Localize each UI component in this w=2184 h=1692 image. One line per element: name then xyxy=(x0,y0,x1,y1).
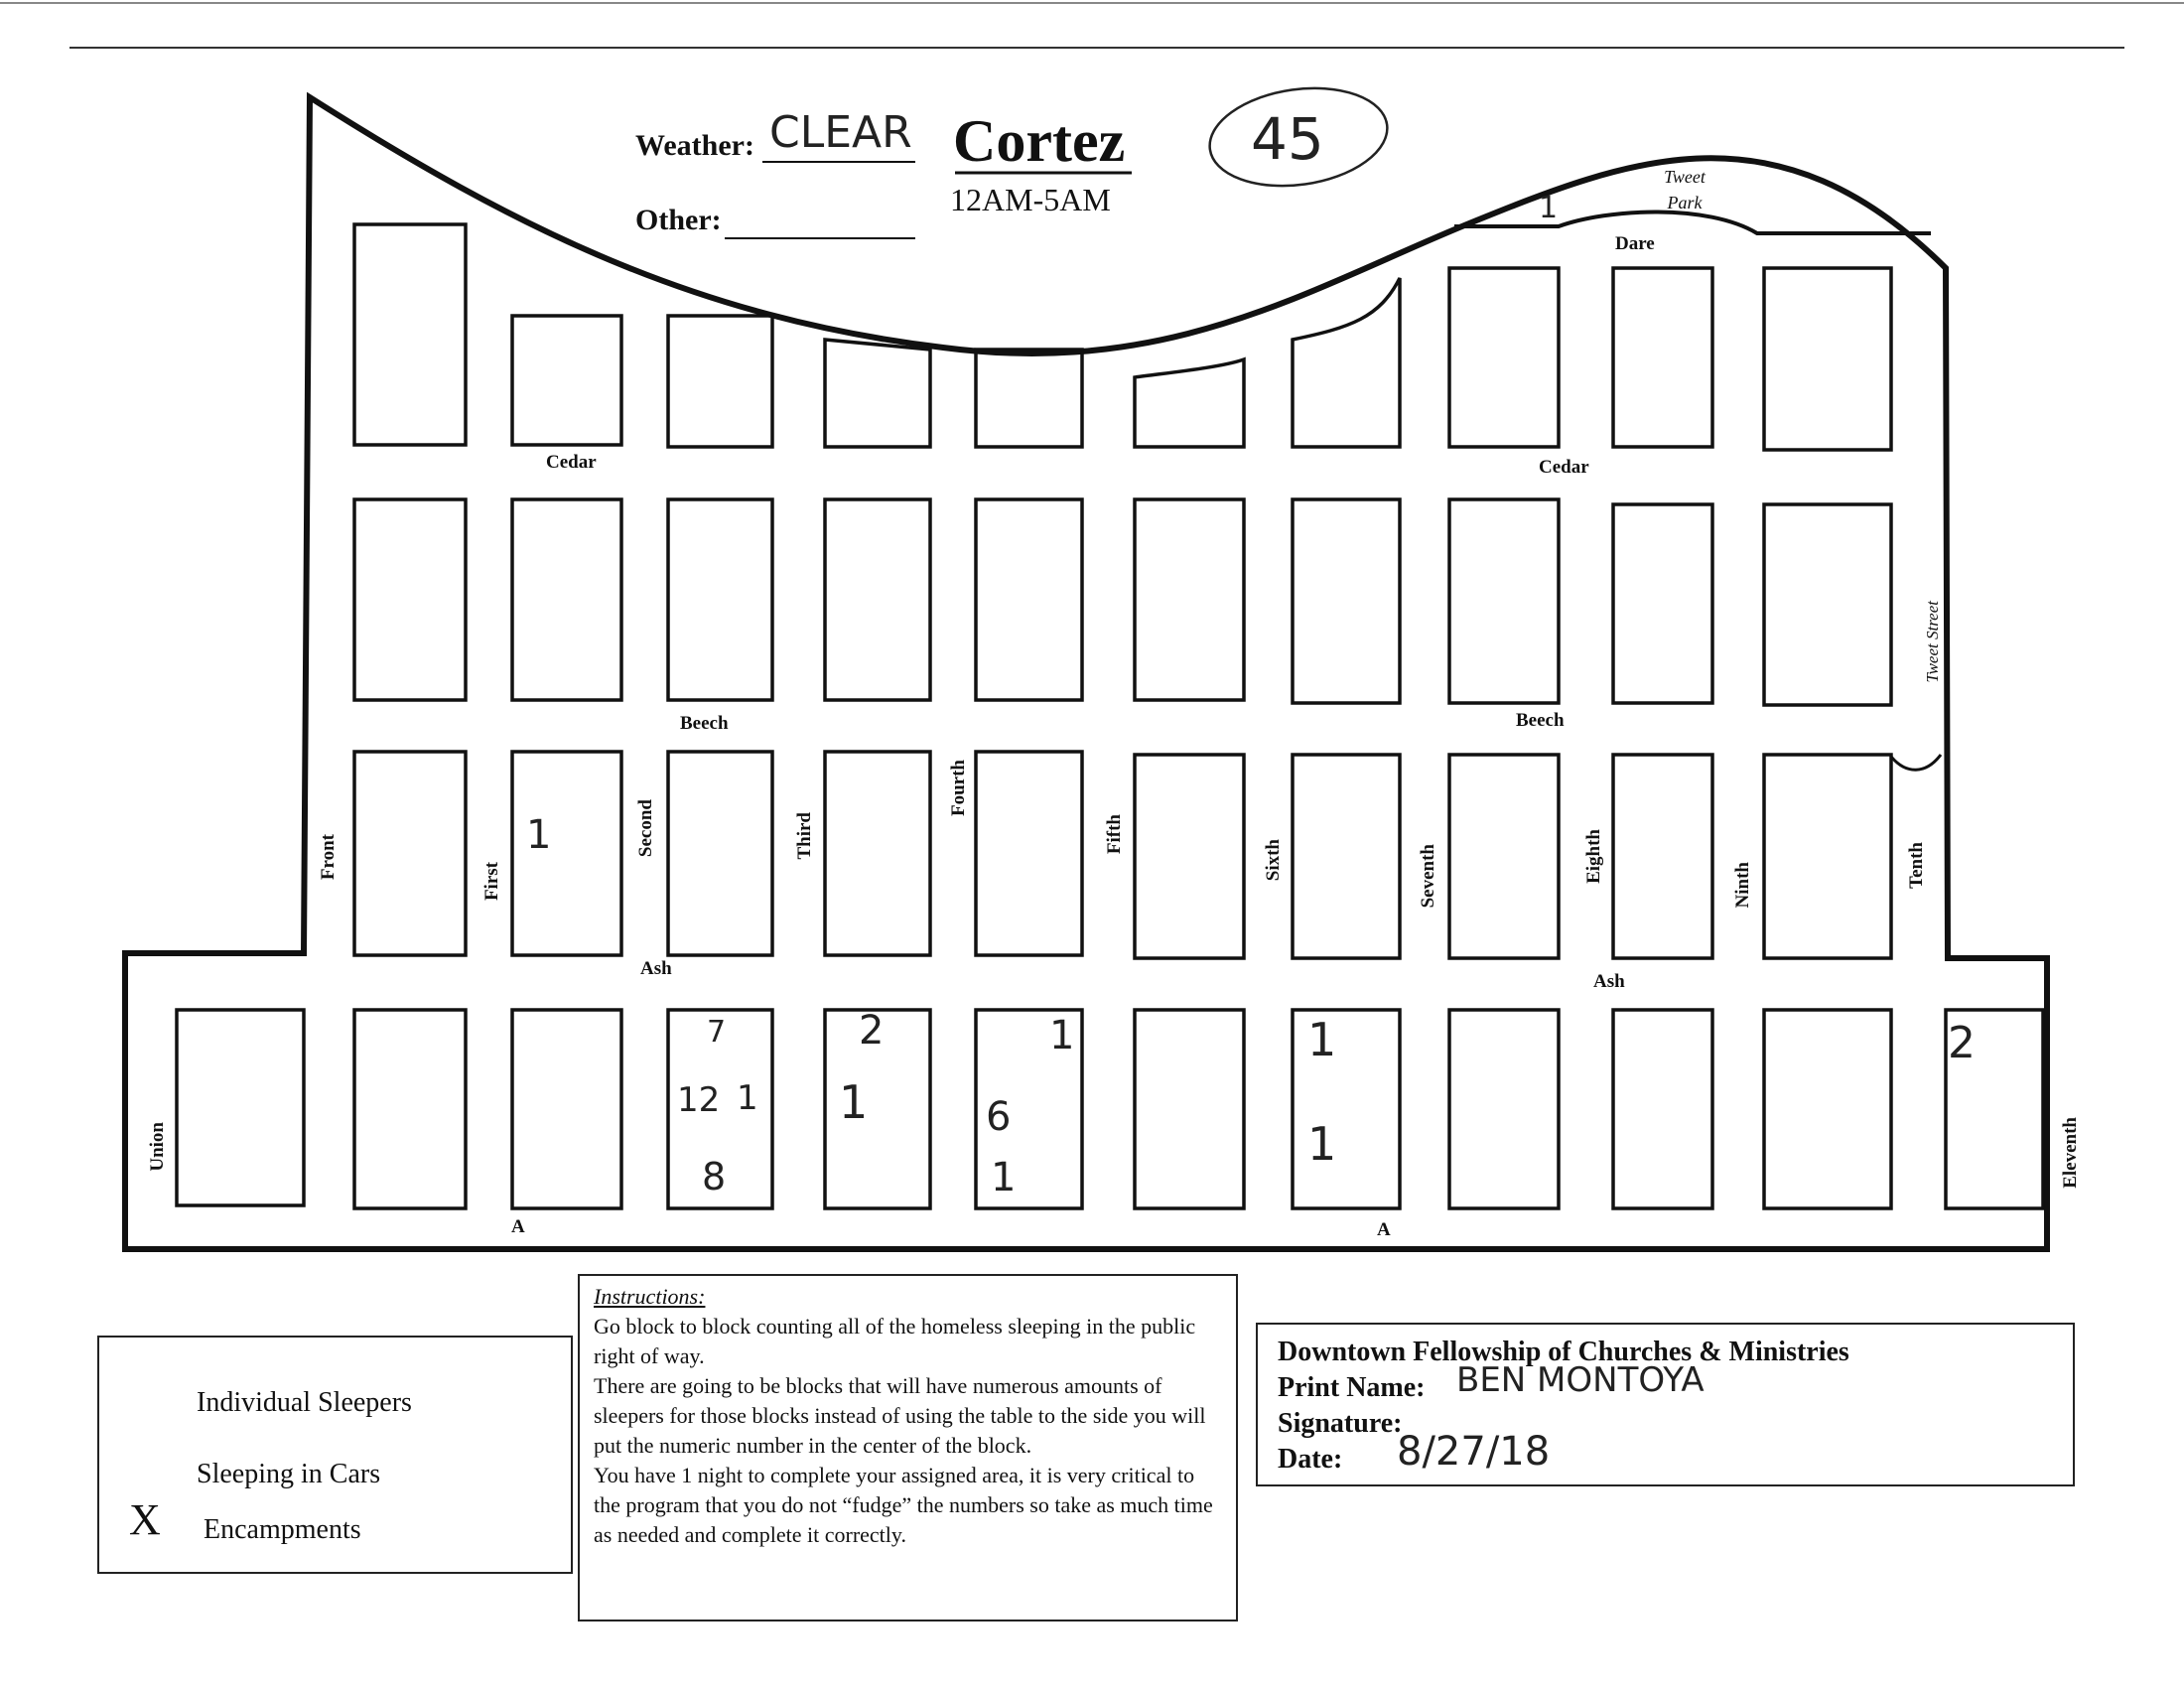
block-r1-c7 xyxy=(1293,278,1400,447)
block-r3-c7 xyxy=(1293,755,1400,958)
count-first-ash: 1 xyxy=(526,812,552,858)
other-label: Other: xyxy=(635,204,722,236)
block-r2-c7 xyxy=(1293,499,1400,703)
block-r1-c8 xyxy=(1449,268,1559,447)
block-r4-c6 xyxy=(1135,1010,1244,1208)
block-r2-c5 xyxy=(976,499,1082,700)
block-r4-c9 xyxy=(1613,1010,1712,1208)
block-r2-c9 xyxy=(1613,504,1712,703)
count-second-a-right: 1 xyxy=(737,1078,758,1118)
street-cedar-left: Cedar xyxy=(546,452,597,473)
map-title: Cortez xyxy=(953,108,1126,174)
street-eleventh: Eleventh xyxy=(2060,1117,2081,1189)
tweet-park-label: Tweet Park xyxy=(1664,167,1706,212)
street-a-right: A xyxy=(1377,1219,1391,1240)
block-r3-c4 xyxy=(825,752,930,955)
street-ninth: Ninth xyxy=(1732,862,1753,909)
count-second-a-top: 7 xyxy=(707,1015,727,1050)
street-front: Front xyxy=(318,834,339,881)
block-r2-c3 xyxy=(668,499,772,700)
street-ash-right: Ash xyxy=(1593,971,1625,992)
street-ash-left: Ash xyxy=(640,958,672,979)
street-first: First xyxy=(481,862,502,902)
instructions-box xyxy=(578,1274,1238,1622)
block-r1-c5 xyxy=(976,350,1082,447)
street-dare: Dare xyxy=(1615,233,1655,254)
block-r3-c3 xyxy=(668,752,772,955)
block-r1-c3 xyxy=(668,316,772,447)
street-cedar-right: Cedar xyxy=(1539,457,1589,478)
count-third-a-mid: 1 xyxy=(839,1075,869,1129)
count-eleventh-a: 2 xyxy=(1948,1018,1976,1068)
block-r3-c10 xyxy=(1764,755,1891,958)
block-r4-c0 xyxy=(177,1010,304,1205)
block-r2-c8 xyxy=(1449,499,1559,703)
street-third: Third xyxy=(794,812,815,860)
block-r3-c9 xyxy=(1613,755,1712,958)
legend-box xyxy=(97,1336,573,1574)
block-r4-c2 xyxy=(512,1010,621,1208)
count-third-a-top: 2 xyxy=(859,1008,885,1054)
block-r2-c1 xyxy=(354,499,466,700)
street-sixth: Sixth xyxy=(1263,839,1284,882)
legend-x-icon: X xyxy=(129,1495,161,1544)
street-second: Second xyxy=(635,799,656,858)
block-r3-c5 xyxy=(976,752,1082,955)
block-r1-c9 xyxy=(1613,268,1712,447)
circled-total: 45 xyxy=(1251,105,1324,173)
tweet-street-notch xyxy=(1891,755,1941,770)
instructions-line-3: You have 1 night to complete your assigned area, it is very critical to the program that you do not “fudge” the numbers so take as much time as needed and complete it correctly. xyxy=(594,1463,1213,1547)
date-label: Date: xyxy=(1278,1444,1343,1475)
block-r4-c1 xyxy=(354,1010,466,1208)
instructions-line-1: Go block to block counting all of the homeless sleeping in the public right of way. xyxy=(594,1314,1196,1368)
street-a-left: A xyxy=(511,1216,525,1237)
weather-label: Weather: xyxy=(635,129,754,162)
block-r3-c8 xyxy=(1449,755,1559,958)
street-fourth: Fourth xyxy=(948,760,969,816)
print-name-value: BEN MONTOYA xyxy=(1456,1360,1705,1400)
street-fifth: Fifth xyxy=(1104,814,1125,855)
count-fourth-a-mid: 6 xyxy=(986,1094,1012,1140)
block-r3-c1 xyxy=(354,752,466,955)
street-beech-right: Beech xyxy=(1516,710,1565,731)
count-second-a-bottom: 8 xyxy=(702,1155,727,1198)
instructions-line-2: There are going to be blocks that will have numerous amounts of sleepers for those blocks instead of using the table to the side you will put the numeric number in the center of the block. xyxy=(594,1373,1206,1458)
block-r1-c1 xyxy=(354,224,466,445)
count-fourth-a-top: 1 xyxy=(1049,1013,1075,1058)
street-union: Union xyxy=(147,1122,168,1172)
block-r1-c2 xyxy=(512,316,621,445)
block-r1-c10 xyxy=(1764,268,1891,450)
street-eighth: Eighth xyxy=(1583,829,1604,884)
district-boundary xyxy=(125,97,2047,1249)
block-r2-c6 xyxy=(1135,499,1244,700)
signature-label: Signature: xyxy=(1278,1408,1403,1439)
block-r1-c4 xyxy=(825,340,930,447)
block-r4-c8 xyxy=(1449,1010,1559,1208)
street-seventh: Seventh xyxy=(1418,844,1438,909)
block-r4-c10 xyxy=(1764,1010,1891,1208)
block-r2-c10 xyxy=(1764,504,1891,705)
count-tweet-park: 1 xyxy=(1539,191,1559,225)
signature-box xyxy=(1256,1323,2075,1486)
block-r2-c4 xyxy=(825,499,930,700)
time-range: 12AM-5AM xyxy=(950,182,1111,217)
legend-individual: Individual Sleepers xyxy=(197,1387,412,1418)
count-second-a-left: 12 xyxy=(677,1080,721,1120)
street-beech-left: Beech xyxy=(680,713,729,734)
count-fourth-a-bottom: 1 xyxy=(991,1155,1017,1200)
street-tenth: Tenth xyxy=(1906,842,1927,889)
block-r1-c6 xyxy=(1135,359,1244,447)
print-name-label: Print Name: xyxy=(1278,1372,1426,1403)
legend-encampments: Encampments xyxy=(204,1514,361,1545)
legend-cars: Sleeping in Cars xyxy=(197,1459,381,1489)
org-name: Downtown Fellowship of Churches & Ministries xyxy=(1278,1337,1849,1367)
street-tweet-street: Tweet Street xyxy=(1923,601,1942,683)
count-sixth-a-bottom: 1 xyxy=(1307,1117,1337,1171)
count-sixth-a-top: 1 xyxy=(1307,1013,1337,1066)
weather-value: CLEAR xyxy=(769,107,912,158)
block-r3-c6 xyxy=(1135,755,1244,958)
date-value: 8/27/18 xyxy=(1397,1429,1551,1475)
instructions-heading: Instructions: xyxy=(594,1284,706,1309)
block-r2-c2 xyxy=(512,499,621,700)
